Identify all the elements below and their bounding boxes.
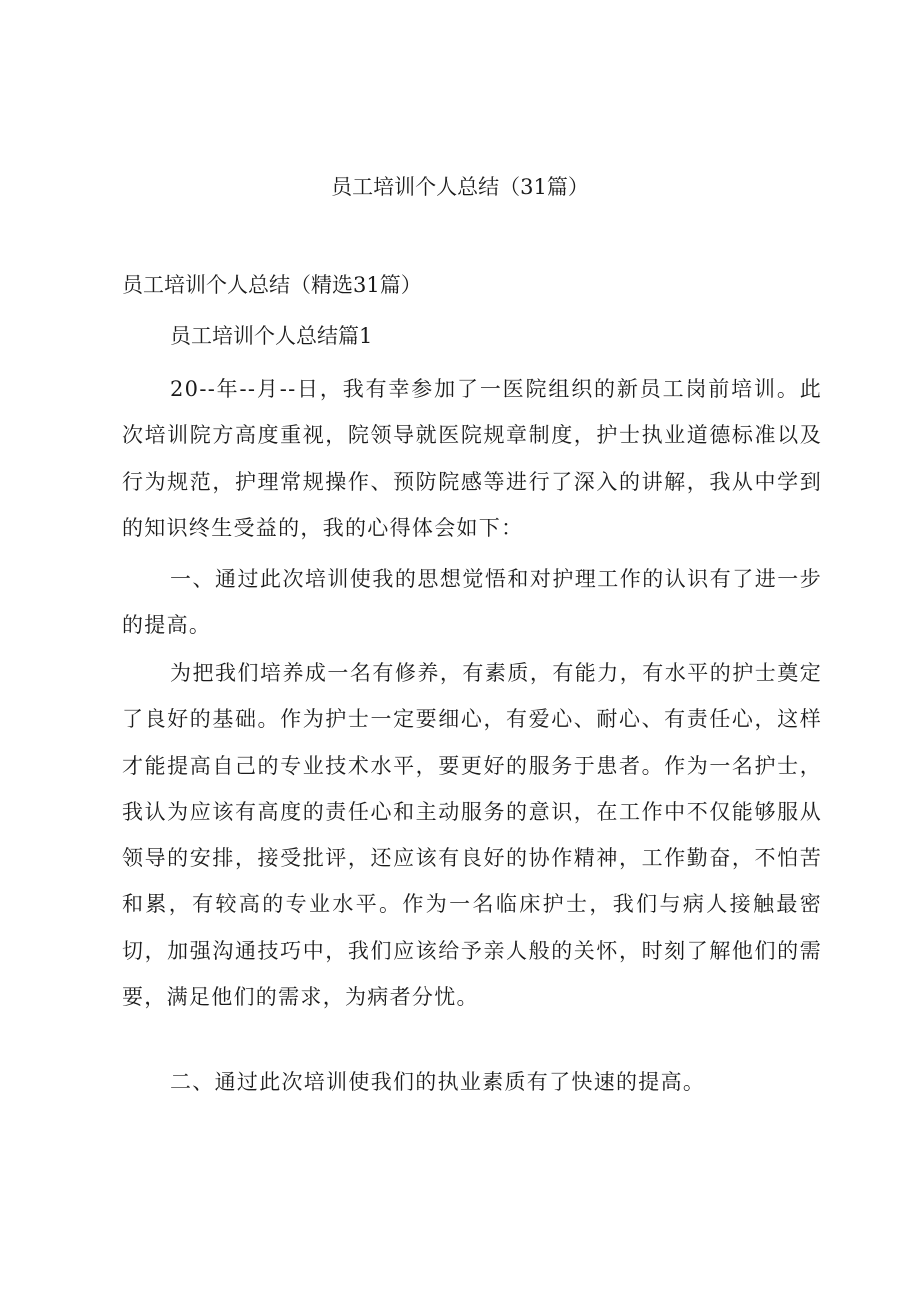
paragraph-intro: 20--年--月--日，我有幸参加了一医院组织的新员工岗前培训。此次培训院方高度重视，院领导就医院规章制度，护士执业道德标准以及行为规范，护理常规操作、预防院感等进行了深入的讲解，我从中学到的知识终生受益的，我的心得体会如下： bbox=[122, 377, 822, 540]
paragraph-point-one: 一、通过此次培训使我的思想觉悟和对护理工作的认识有了进一步的提高。 bbox=[122, 567, 822, 638]
paragraph-point-one-detail: 为把我们培养成一名有修养，有素质，有能力，有水平的护士奠定了良好的基础。作为护士一定要细心，有爱心、耐心、有责任心，这样才能提高自己的专业技术水平，要更好的服务于患者。作为一名护士，我认为应该有高度的责任心和主动服务的意识，在工作中不仅能够服从领导的安排，接受批评，还应该有良好的协作精神，工作勤奋，不怕苦和累，有较高的专业水平。作为一名临床护士，我们与病人接触最密切，加强沟通技巧中，我们应该给予亲人般的关怀，时刻了解他们的需要，满足他们的需求，为病者分忧。 bbox=[122, 661, 822, 1010]
paragraph-point-two: 二、通过此次培训使我们的执业素质有了快速的提高。 bbox=[170, 1070, 706, 1094]
document-subtitle: 员工培训个人总结（精选31篇） bbox=[122, 273, 422, 297]
section-heading: 员工培训个人总结篇1 bbox=[170, 324, 373, 348]
document-title: 员工培训个人总结（31篇） bbox=[331, 175, 589, 199]
